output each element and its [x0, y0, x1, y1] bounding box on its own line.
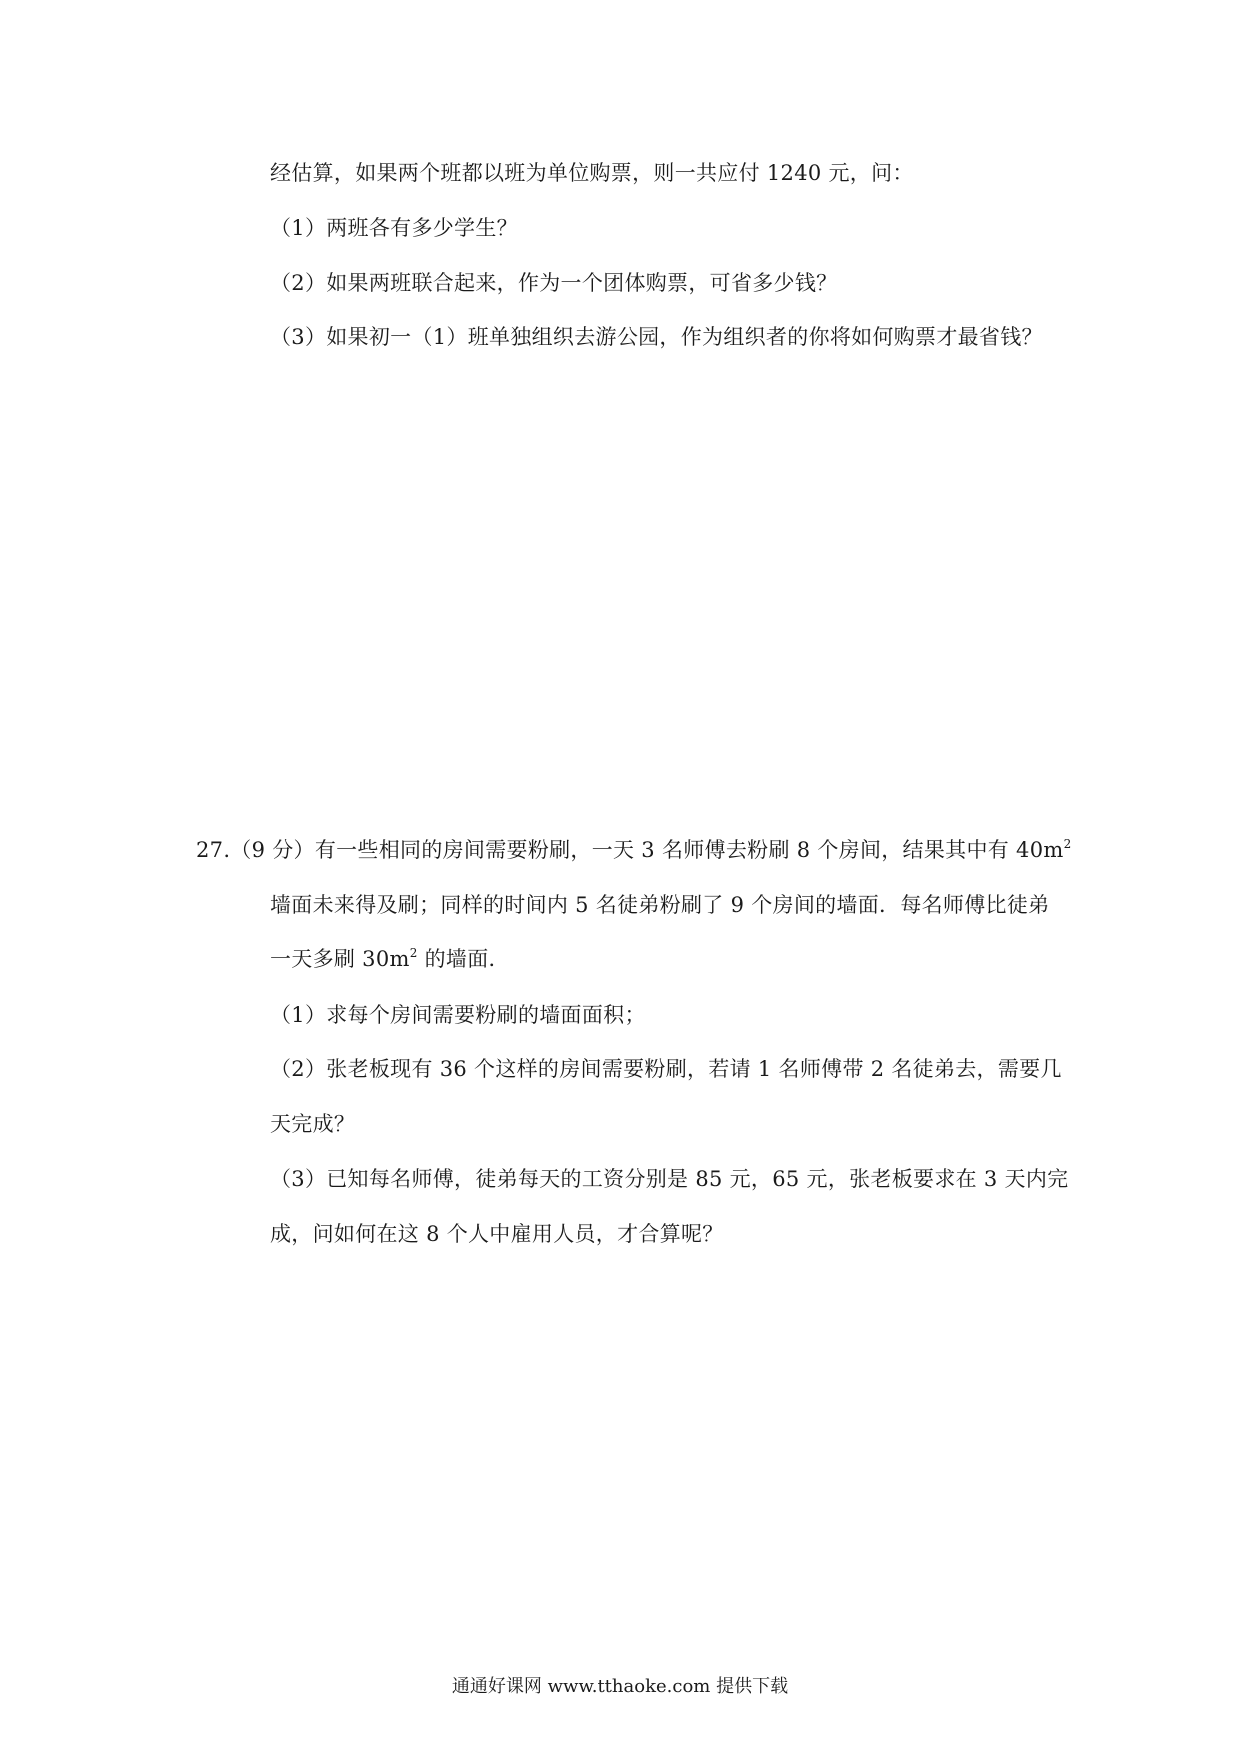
- q27-part-1: （1）求每个房间需要粉刷的墙面面积；: [270, 1003, 646, 1027]
- q27-line-2: 墙面未来得及刷；同样的时间内 5 名徒弟粉刷了 9 个房间的墙面．每名师傅比徒弟: [270, 893, 1050, 917]
- q27-line-3-tail: 的墙面．: [417, 947, 510, 971]
- q27-line-3: [270, 944, 510, 974]
- q27-line-3-text: 一天多刷 30m: [270, 947, 410, 971]
- q27-part-3-line-1: （3）已知每名师傅，徒弟每天的工资分别是 85 元，65 元，张老板要求在 3 天内完: [270, 1167, 1069, 1191]
- page-footer: 通通好课网 www.tthaoke.com 提供下载: [451, 1676, 789, 1697]
- q27-line-1: [196, 835, 1072, 865]
- q27-part-2-line-1: （2）张老板现有 36 个这样的房间需要粉刷，若请 1 名师傅带 2 名徒弟去，需要几: [270, 1057, 1062, 1081]
- q26-part-1: （1）两班各有多少学生？: [270, 216, 518, 240]
- q27-part-2-line-2: 天完成？: [270, 1112, 356, 1136]
- q26-intro: 经估算，如果两个班都以班为单位购票，则一共应付 1240 元，问：: [270, 161, 914, 185]
- q26-part-2: （2）如果两班联合起来，作为一个团体购票，可省多少钱？: [270, 271, 838, 295]
- q27-line-1-text: 27.（9 分）有一些相同的房间需要粉刷，一天 3 名师傅去粉刷 8 个房间，结果其中有 40m: [196, 838, 1064, 862]
- superscript-2: 2: [409, 946, 418, 960]
- q27-part-3-line-2: 成，问如何在这 8 个人中雇用人员，才合算呢？: [270, 1222, 724, 1246]
- q26-part-3: （3）如果初一（1）班单独组织去游公园，作为组织者的你将如何购票才最省钱？: [270, 325, 1043, 349]
- superscript-2: 2: [1063, 837, 1072, 851]
